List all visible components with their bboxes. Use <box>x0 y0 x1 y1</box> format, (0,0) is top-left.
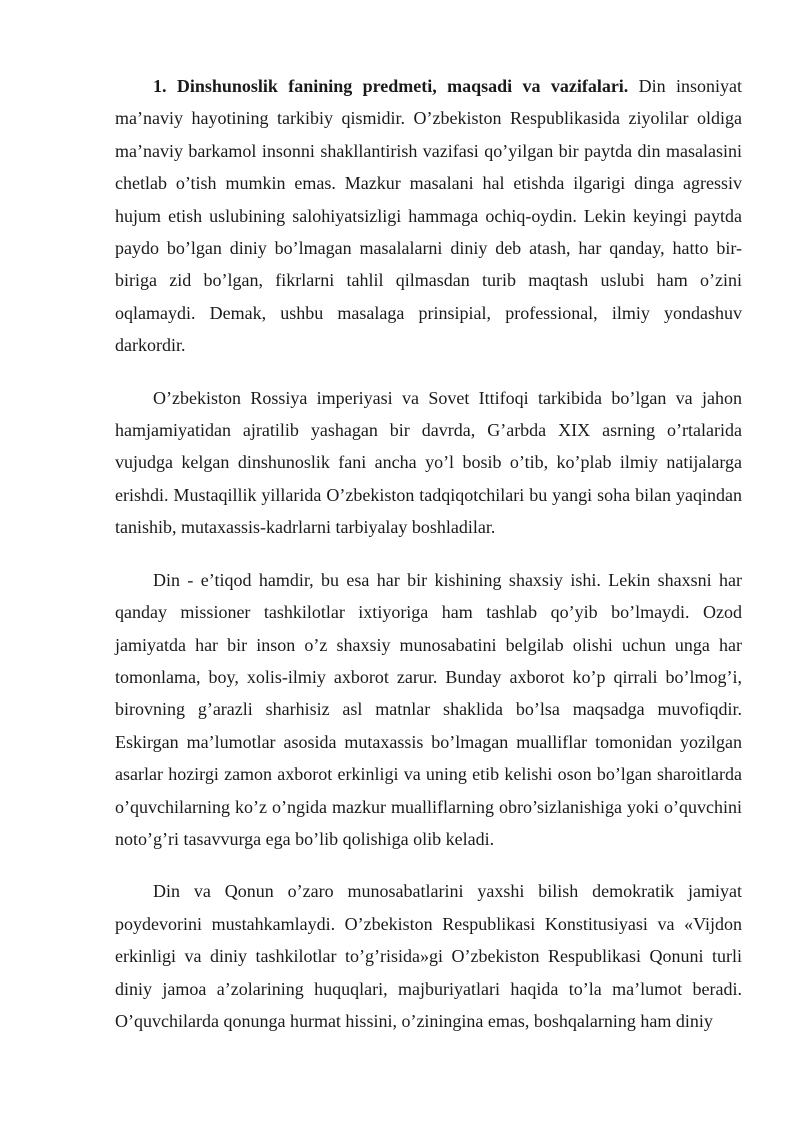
paragraph-1 <box>115 70 742 362</box>
paragraph-2: O’zbekiston Rossiya imperiyasi va Sovet Ittifoqi tarkibida bo’lgan va jahon hamjamiyatidan ajratilib yashagan bir davrda, G’arbda XIX asrning o’rtalarida vujudga kelgan dinshunoslik fani ancha yo’l bosib o’tib, ko’plab ilmiy natijalarga erishdi. Mustaqillik yillarida O’zbekiston tadqiqotchilari bu yangi soha bilan yaqindan tanishib, mutaxassis-kadrlarni tarbiyalay boshladilar. <box>115 387 742 538</box>
paragraph-3: Din - e’tiqod hamdir, bu esa har bir kishining shaxsiy ishi. Lekin shaxsni har qanday missioner tashkilotlar ixtiyoriga ham tashlab qo’yib bo’lmaydi. Ozod jamiyatda har bir inson o’z shaxsiy munosabatini belgilab olishi uchun unga har tomonlama, boy, xolis-ilmiy axborot zarur. Bunday axborot ko’p qirrali bo’lmog’i, birovning g’arazli sharhisiz asl matnlar shaklida bo’lsa maqsadga muvofiqdir. Eskirgan ma’lumotlar asosida mutaxassis bo’lmagan mualliflar tomonidan yozilgan asarlar hozirgi zamon axborot erkinligi va uning etib kelishi oson bo’lgan sharoitlarda o’quvchilarning ko’z o’ngida mazkur mualliflarning obro’sizlanishiga yoki o’quvchini noto’g’ri tasavvurga ega bo’lib qolishiga olib keladi. <box>115 569 742 849</box>
paragraph-1-text: Din insoniyat ma’naviy hayotining tarkibiy qismidir. O’zbekiston Respublikasida ziyolilar oldiga ma’naviy barkamol insonni shakllantirish vazifasi qo’yilgan bir paytda din masalasini chetlab o’tish mumkin emas. Mazkur masalani hal etishda ilgarigi dinga agressiv hujum etish uslubining salohiyatsizligi hammaga ochiq-oydin. Lekin keyingi paytda paydo bo’lgan diniy bo’lmagan masalalarni diniy deb atash, har qanday, hatto bir-biriga zid bo’lgan, fikrlarni tahlil qilmasdan turib maqtash uslubi ham o’zini oqlamaydi. Demak, ushbu masalaga prinsipial, professional, ilmiy yondashuv darkordir. <box>115 76 742 356</box>
document-page <box>115 70 742 1037</box>
section-heading: 1. Dinshunoslik fanining predmeti, maqsadi va vazifalari. <box>153 76 629 96</box>
paragraph-4: Din va Qonun o’zaro munosabatlarini yaxshi bilish demokratik jamiyat poydevorini mustahkamlaydi. O’zbekiston Respublikasi Konstitusiyasi va «Vijdon erkinligi va diniy tashkilotlar to’g’risida»gi O’zbekiston Respublikasi Qonuni turli diniy jamoa a’zolarining huquqlari, majburiyatlari haqida to’la ma’lumot beradi. O’quvchilarda qonunga hurmat hissini, o’ziningina emas, boshqalarning ham diniy <box>115 881 742 1031</box>
